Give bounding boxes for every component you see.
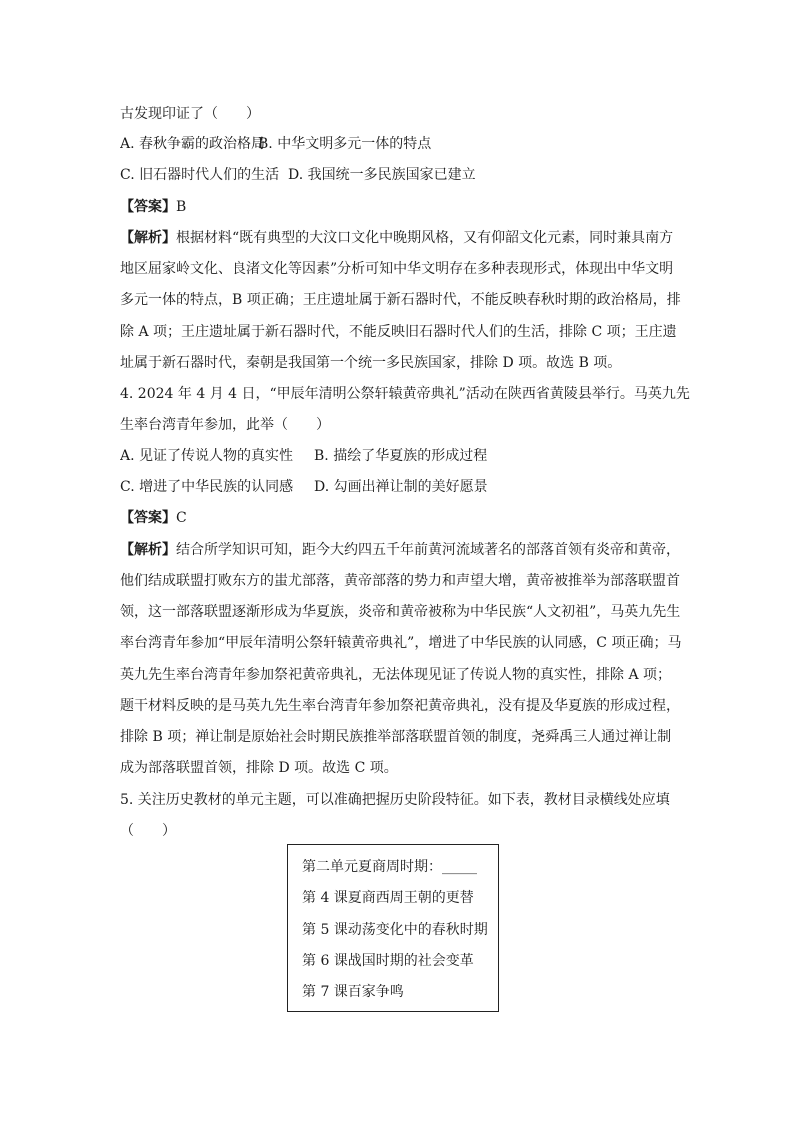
q3-analysis-line-4: 除 A 项；王庄遗址属于新石器时代，不能反映旧石器时代人们的生活，排除 C 项；王庄遗 bbox=[120, 324, 677, 340]
q4-analysis-line-6: 题干材料反映的是马英九先生率台湾青年参加祭祀黄帝典礼，没有提及华夏族的形成过程， bbox=[120, 698, 680, 714]
q5-stem-line-2: （ ） bbox=[120, 823, 176, 839]
q3-option-a: A. 春秋争霸的政治格局 bbox=[120, 136, 266, 152]
q4-analysis-line-5: 英九先生率台湾青年参加祭祀黄帝典礼，无法体现见证了传说人物的真实性，排除 A 项； bbox=[120, 667, 672, 683]
q3-options-row-2 bbox=[120, 165, 690, 185]
q4-answer-value: C bbox=[176, 510, 187, 526]
q3-analysis-line-3: 多元一体的特点，B 项正确；王庄遗址属于新石器时代，不能反映春秋时期的政治格局，排 bbox=[120, 292, 681, 308]
toc-lesson-7: 第 7 课百家争鸣 bbox=[302, 984, 404, 1000]
q3-answer bbox=[120, 197, 690, 217]
toc-lesson-6: 第 6 课战国时期的社会变革 bbox=[302, 953, 474, 969]
q4-analysis-line-2: 他们结成联盟打败东方的蚩尤部落，黄帝部落的势力和声望大增，黄帝被推举为部落联盟首 bbox=[120, 573, 680, 589]
q4-options-row-1 bbox=[120, 446, 690, 466]
q3-option-d: D. 我国统一多民族国家已建立 bbox=[288, 167, 476, 183]
q3-analysis-label: 【解析】 bbox=[120, 230, 176, 246]
q4-option-c: C. 增进了中华民族的认同感 bbox=[120, 479, 294, 495]
toc-lesson-5: 第 5 课动荡变化中的春秋时期 bbox=[302, 922, 488, 938]
q4-analysis-line-3: 领，这一部落联盟逐渐形成为华夏族，炎帝和黄帝被称为中华民族“人文初祖”，马英九先生 bbox=[120, 604, 681, 620]
q3-answer-label: 【答案】 bbox=[120, 199, 176, 215]
textbook-toc-table bbox=[287, 844, 499, 1012]
q4-analysis-label: 【解析】 bbox=[120, 542, 176, 558]
q4-stem-line-1: 4. 2024 年 4 月 4 日，“甲辰年清明公祭轩辕黄帝典礼”活动在陕西省黄陵县举行。马英九先 bbox=[120, 386, 690, 402]
q3-analysis-line-5: 址属于新石器时代，秦朝是我国第一个统一多民族国家，排除 D 项。故选 B 项。 bbox=[120, 355, 622, 371]
q4-analysis-line-7: 排除 B 项；禅让制是原始社会时期民族推举部落联盟首领的制度，尧舜禹三人通过禅让制 bbox=[120, 729, 672, 745]
toc-unit-title: 第二单元夏商周时期：_____ bbox=[302, 859, 477, 875]
q4-option-b: B. 描绘了华夏族的形成过程 bbox=[314, 448, 488, 464]
q4-answer bbox=[120, 508, 690, 528]
q4-option-a: A. 见证了传说人物的真实性 bbox=[120, 448, 294, 464]
q3-stem-tail: 古发现印证了（ ） bbox=[120, 106, 260, 122]
q3-option-b: B. 中华文明多元一体的特点 bbox=[258, 136, 432, 152]
q5-stem-line-1: 5. 关注历史教材的单元主题，可以准确把握历史阶段特征。如下表，教材目录横线处应填 bbox=[120, 792, 670, 808]
q4-analysis-line-1: 【解析】结合所学知识可知，距今大约四五千年前黄河流域著名的部落首领有炎帝和黄帝， bbox=[120, 542, 680, 558]
q4-analysis-line-4: 率台湾青年参加“甲辰年清明公祭轩辕黄帝典礼”，增进了中华民族的认同感，C 项正确；马 bbox=[120, 635, 682, 651]
q3-analysis-line-2: 地区屈家岭文化、良渚文化等因素”分析可知中华文明存在多种表现形式，体现出中华文明 bbox=[120, 261, 674, 277]
q3-option-c: C. 旧石器时代人们的生活 bbox=[120, 167, 280, 183]
q4-answer-label: 【答案】 bbox=[120, 510, 176, 526]
q4-stem-line-2: 生率台湾青年参加，此举（ ） bbox=[120, 417, 330, 433]
q3-options-row-1 bbox=[120, 134, 690, 154]
q4-analysis-line-8: 成为部落联盟首领，排除 D 项。故选 C 项。 bbox=[120, 760, 398, 776]
q3-analysis-line-1: 【解析】根据材料“既有典型的大汶口文化中晚期风格，又有仰韶文化元素，同时兼具南方 bbox=[120, 230, 674, 246]
q3-answer-value: B bbox=[176, 199, 187, 215]
toc-lesson-4: 第 4 课夏商西周王朝的更替 bbox=[302, 890, 474, 906]
q4-options-row-2 bbox=[120, 477, 690, 497]
q4-option-d: D. 勾画出禅让制的美好愿景 bbox=[314, 479, 488, 495]
